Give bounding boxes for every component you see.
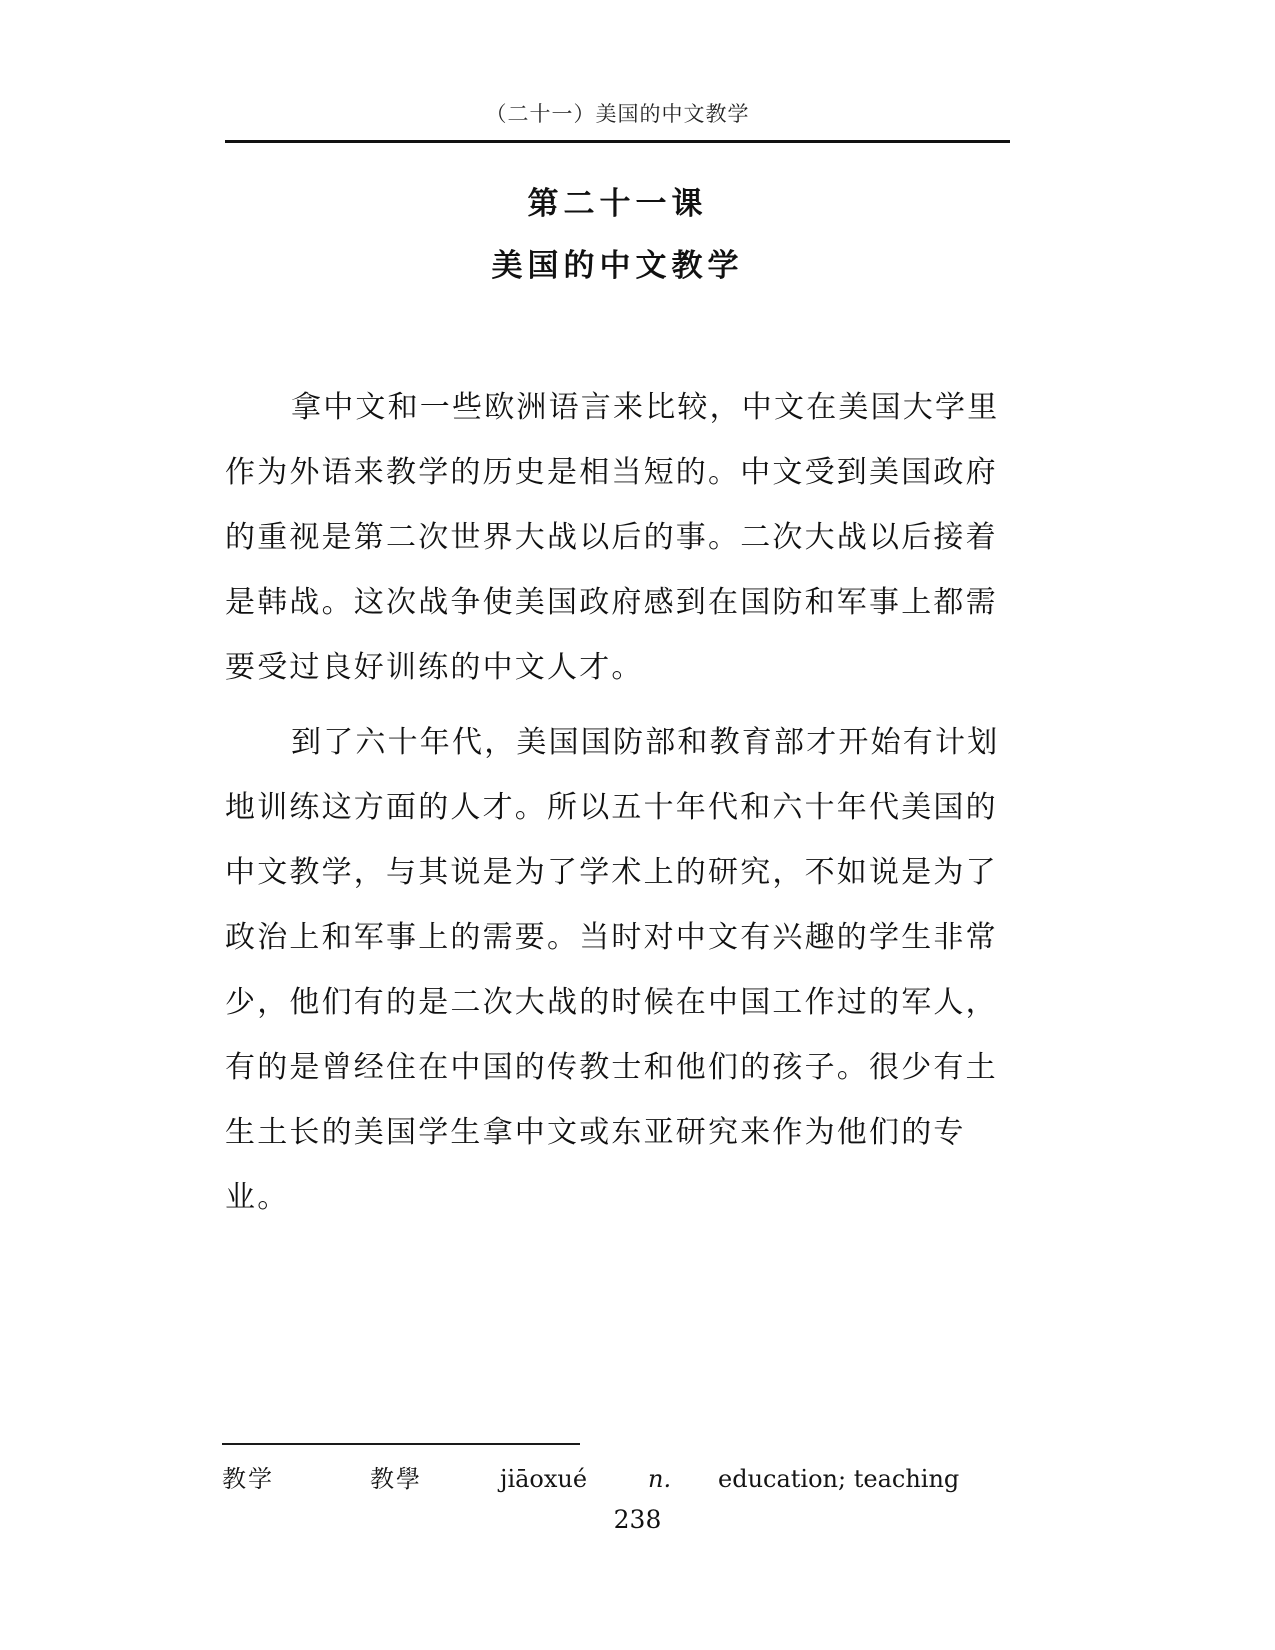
- text-line: 是韩战。这次战争使美国政府感到在国防和军事上都需: [225, 585, 998, 620]
- paragraph: [225, 375, 1015, 700]
- vocab-pinyin: jiāoxué: [500, 1465, 588, 1493]
- paragraph: [225, 710, 1015, 1230]
- vocab-part-of-speech: n.: [648, 1465, 672, 1493]
- text-line: 到了六十年代，美国国防部和教育部才开始有计划: [291, 725, 1000, 760]
- text-line: 拿中文和一些欧洲语言来比较，中文在美国大学里: [291, 390, 1000, 425]
- vocab-definition: education; teaching: [718, 1465, 960, 1493]
- text-line: 地训练这方面的人才。所以五十年代和六十年代美国的: [225, 790, 998, 825]
- vocab-simplified: 教学: [222, 1465, 274, 1493]
- text-line: 作为外语来教学的历史是相当短的。中文受到美国政府: [225, 455, 998, 490]
- text-line: 中文教学，与其说是为了学术上的研究，不如说是为了: [225, 855, 998, 890]
- lesson-number: 第二十一课: [527, 186, 708, 222]
- running-head: （二十一）美国的中文教学: [485, 102, 750, 126]
- vocabulary-entry: [222, 1459, 1022, 1494]
- text-line: 政治上和军事上的需要。当时对中文有兴趣的学生非常: [225, 920, 998, 955]
- vocab-traditional: 教學: [370, 1465, 422, 1493]
- text-line: 有的是曾经住在中国的传教士和他们的孩子。很少有土: [225, 1050, 998, 1085]
- footnote-rule: [222, 1443, 580, 1445]
- text-line: 生土长的美国学生拿中文或东亚研究来作为他们的专: [225, 1115, 966, 1150]
- page-title: 美国的中文教学: [491, 248, 744, 284]
- header-rule: [225, 140, 1010, 143]
- page-number: 238: [613, 1505, 662, 1534]
- text-line: 的重视是第二次世界大战以后的事。二次大战以后接着: [225, 520, 998, 555]
- body-text: [225, 375, 1015, 1232]
- text-line: 业。: [225, 1180, 290, 1215]
- text-line: 要受过良好训练的中文人才。: [225, 650, 644, 685]
- text-line: 少，他们有的是二次大战的时候在中国工作过的军人，: [225, 985, 998, 1020]
